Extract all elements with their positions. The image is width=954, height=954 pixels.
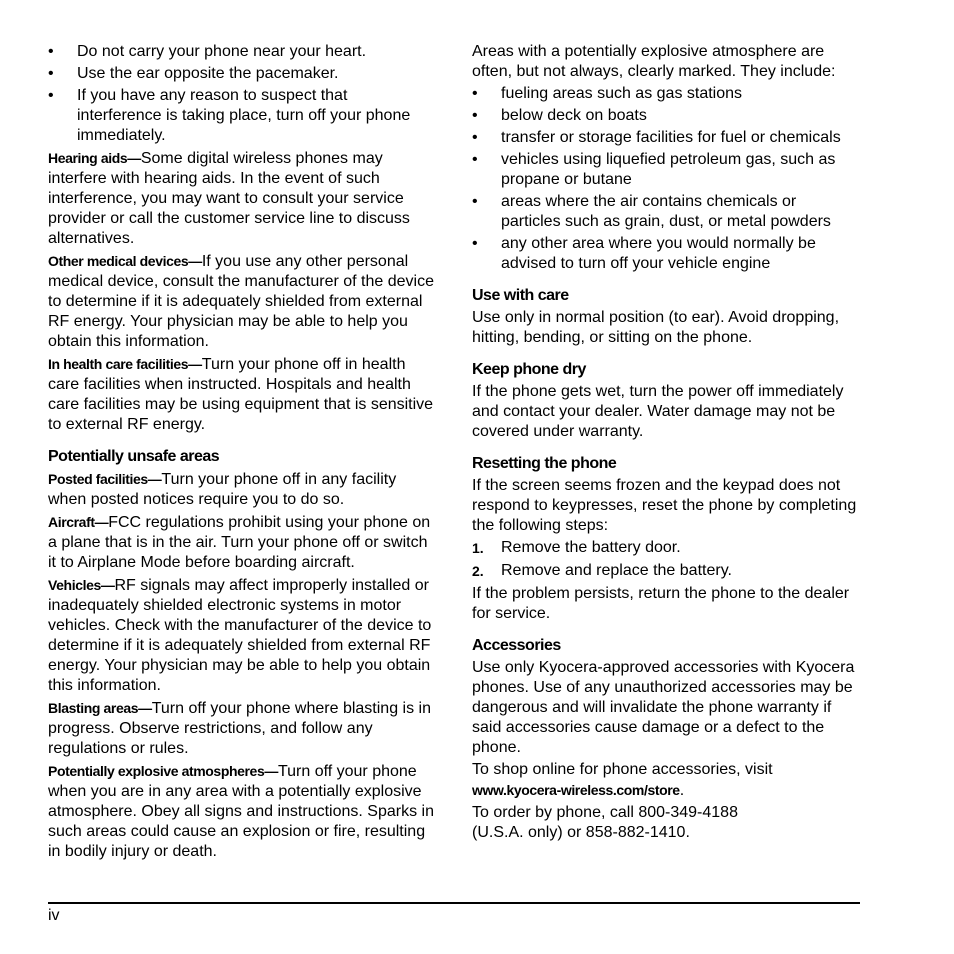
bullet-icon: • [48, 87, 54, 104]
use-with-care-heading: Use with care [472, 287, 569, 304]
areas-intro-paragraph: Areas with a potentially explosive atmosphere are often, but not always, clearly marked. They include: [472, 43, 836, 80]
paragraph-lead: Potentially explosive atmospheres— [48, 763, 278, 779]
page-number: iv [48, 907, 60, 924]
keep-phone-dry-paragraph: If the phone gets wet, turn the power off immediately and contact your dealer. Water damage may not be covered under warranty. [472, 383, 844, 440]
bullet-icon: • [48, 65, 54, 82]
bullet-icon: • [472, 107, 478, 124]
keep-phone-dry-heading: Keep phone dry [472, 361, 586, 378]
list-item: • vehicles using liquefied petroleum gas, such as propane or butane [472, 151, 836, 188]
paragraph-lead: Other medical devices— [48, 253, 202, 269]
use-with-care-paragraph: Use only in normal position (to ear). Avoid dropping, hitting, bending, or sitting on the phone. [472, 309, 840, 346]
store-url-link[interactable]: www.kyocera-wireless.com/store [472, 782, 680, 798]
list-item: • fueling areas such as gas stations [472, 85, 743, 102]
list-item: 1. Remove the battery door. [472, 539, 681, 556]
order-phone-paragraph: To order by phone, call 800-349-4188 (U.S.A. only) or 858-882-1410. [472, 804, 738, 841]
footer-divider [48, 902, 860, 904]
shop-online-paragraph: To shop online for phone accessories, visit www.kyocera-wireless.com/store. [472, 761, 773, 799]
right-column [472, 42, 860, 845]
step-number: 1. [472, 540, 484, 556]
resetting-heading: Resetting the phone [472, 455, 617, 472]
accessories-paragraph: Use only Kyocera-approved accessories with Kyocera phones. Use of any unauthorized accessories may be dangerous and will invalidate the phone warranty if said accessories cause damage or a defect to the phone. [472, 659, 855, 756]
posted-facilities-paragraph: Posted facilities—Turn your phone off in any facility when posted notices require you to do so. [48, 471, 397, 508]
paragraph-lead: Hearing aids— [48, 150, 141, 166]
unsafe-areas-heading: Potentially unsafe areas [48, 448, 220, 465]
vehicles-paragraph: Vehicles—RF signals may affect improperly installed or inadequately shielded electronic systems in motor vehicles. Check with the manufacturer of the device to determine if it is adequately shielded from external RF energy. Your physician may be able to help you obtain this information. [48, 577, 432, 694]
bullet-icon: • [472, 193, 478, 210]
blasting-areas-paragraph: Blasting areas—Turn off your phone where blasting is in progress. Observe restrictions, and follow any regulations or rules. [48, 700, 431, 757]
aircraft-paragraph: Aircraft—FCC regulations prohibit using your phone on a plane that is in the air. Turn your phone off or switch it to Airplane Mode before boarding aircraft. [48, 514, 431, 571]
health-care-paragraph: In health care facilities—Turn your phone off in health care facilities when instructed. Hospitals and health care facilities may be using equipment that is sensitive to external RF energy. [48, 356, 434, 433]
list-item: 2. Remove and replace the battery. [472, 562, 732, 579]
list-item: • Use the ear opposite the pacemaker. [48, 65, 339, 82]
other-devices-paragraph: Other medical devices—If you use any other personal medical device, consult the manufacturer of the device to determine if it is adequately shielded from external RF energy. Your physician may be able to help you obtain this information. [48, 253, 434, 350]
list-item: • If you have any reason to suspect that interference is taking place, turn off your phone immediately. [48, 87, 411, 144]
explosive-areas-list [472, 84, 860, 274]
bullet-icon: • [48, 43, 54, 60]
list-item: • below deck on boats [472, 107, 647, 124]
resetting-paragraph: If the screen seems frozen and the keypad does not respond to keypresses, reset the phone by completing the following steps: [472, 477, 857, 534]
reset-after-paragraph: If the problem persists, return the phone to the dealer for service. [472, 585, 850, 622]
paragraph-lead: Vehicles— [48, 577, 115, 593]
list-item: • Do not carry your phone near your heart. [48, 43, 367, 60]
bullet-icon: • [472, 129, 478, 146]
list-item: • transfer or storage facilities for fuel or chemicals [472, 129, 841, 146]
paragraph-lead: Aircraft— [48, 514, 109, 530]
bullet-icon: • [472, 151, 478, 168]
bullet-icon: • [472, 85, 478, 102]
paragraph-lead: Blasting areas— [48, 700, 152, 716]
list-item: • any other area where you would normally be advised to turn off your vehicle engine [472, 235, 816, 272]
hearing-aids-paragraph: Hearing aids—Some digital wireless phones may interfere with hearing aids. In the event of such interference, you may want to consult your service provider or call the customer service line to discuss alternatives. [48, 150, 410, 247]
paragraph-lead: In health care facilities— [48, 356, 202, 372]
left-column [48, 42, 436, 864]
accessories-heading: Accessories [472, 637, 561, 654]
list-item: • areas where the air contains chemicals or particles such as grain, dust, or metal powders [472, 193, 831, 230]
pacemaker-bullet-list [48, 42, 436, 146]
paragraph-lead: Posted facilities— [48, 471, 162, 487]
reset-steps-list [472, 538, 860, 581]
step-number: 2. [472, 563, 484, 579]
explosive-atmospheres-paragraph: Potentially explosive atmospheres—Turn off your phone when you are in any area with a potentially explosive atmosphere. Obey all signs and instructions. Sparks in such areas could cause an explosion or fire, resulting in bodily injury or death. [48, 763, 434, 860]
bullet-icon: • [472, 235, 478, 252]
